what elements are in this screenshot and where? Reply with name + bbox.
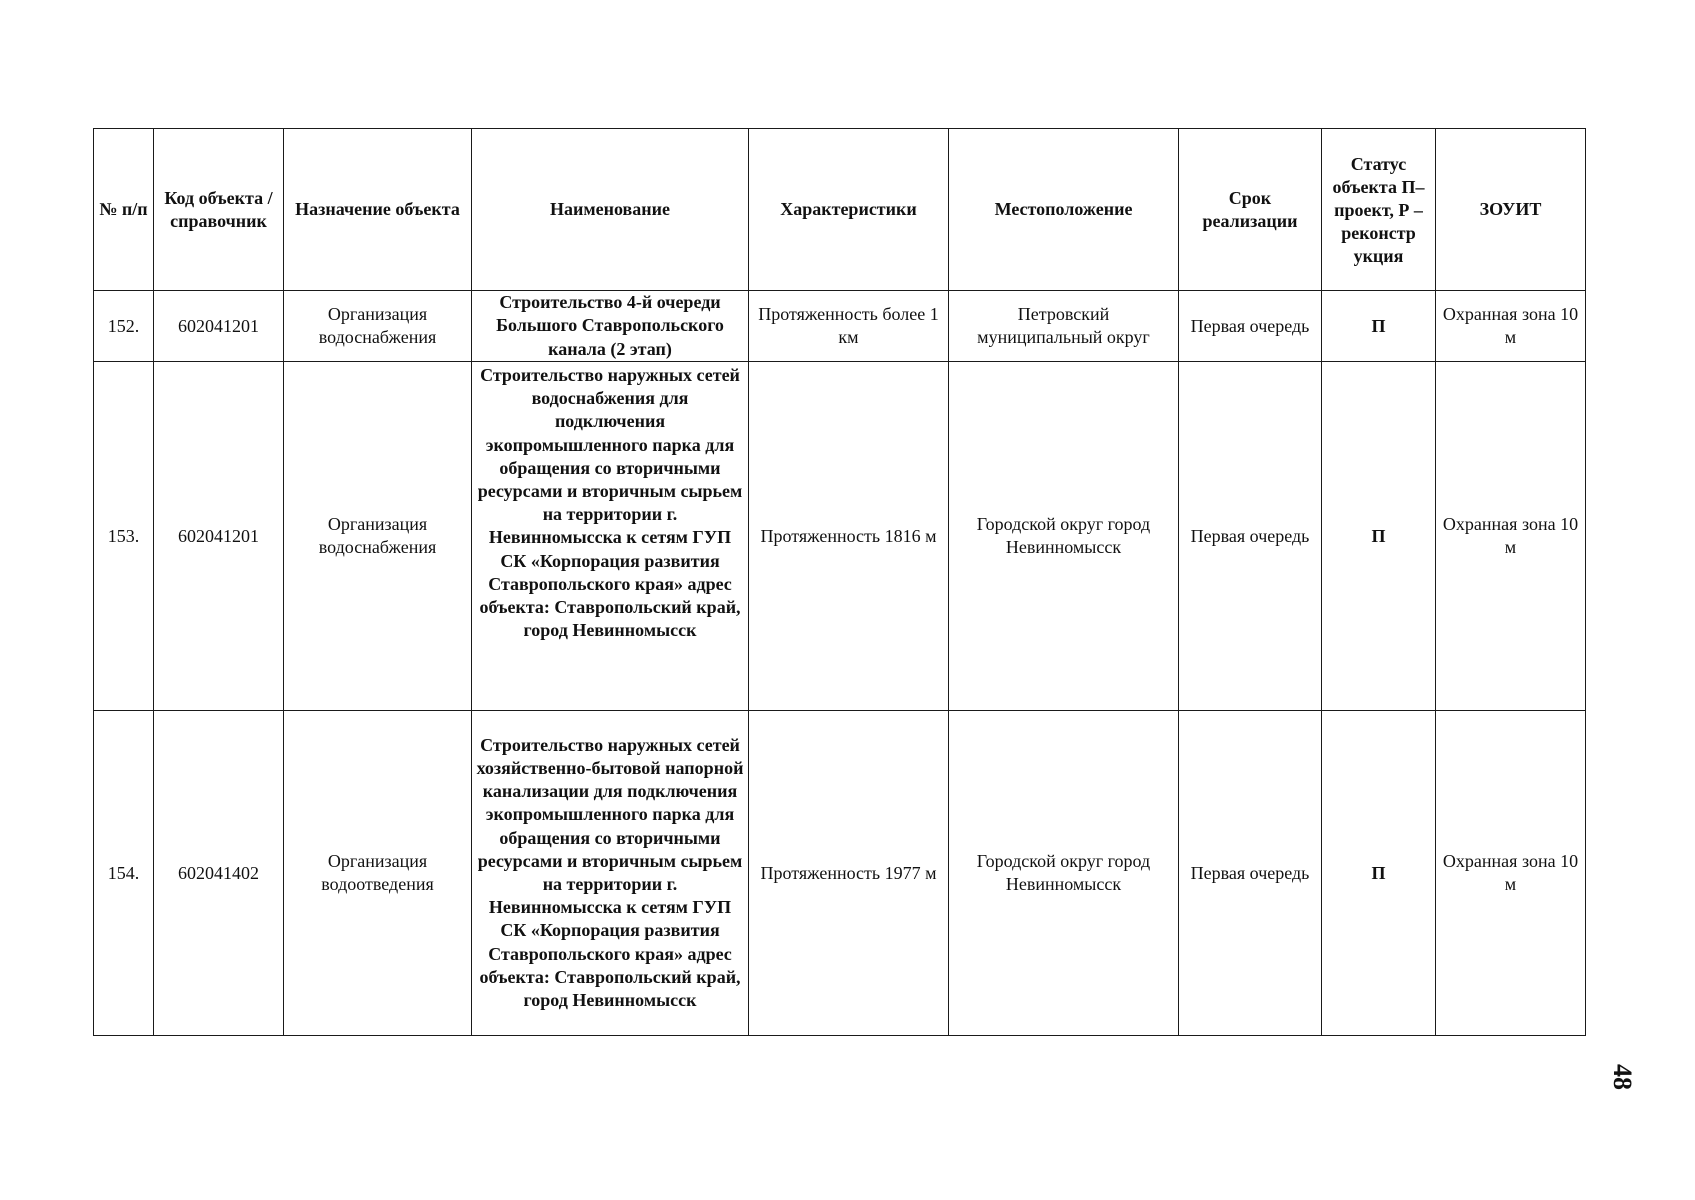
cell-purpose: Организация водоснабжения: [284, 291, 472, 362]
cell-status: П: [1322, 291, 1436, 362]
cell-term: Первая очередь: [1179, 362, 1322, 711]
cell-location: Городской округ город Невинномысск: [949, 711, 1179, 1036]
cell-num: 154.: [94, 711, 154, 1036]
cell-code: 602041201: [154, 362, 284, 711]
cell-name: Строительство 4-й очереди Большого Ставропольского канала (2 этап): [472, 291, 749, 362]
cell-characteristics: Протяженность 1816 м: [749, 362, 949, 711]
cell-num: 152.: [94, 291, 154, 362]
header-term: Срок реализации: [1179, 129, 1322, 291]
cell-status: П: [1322, 711, 1436, 1036]
cell-location: Петровский муниципальный округ: [949, 291, 1179, 362]
table-row: [94, 291, 1586, 362]
header-num: № п/п: [94, 129, 154, 291]
cell-code: 602041402: [154, 711, 284, 1036]
cell-characteristics: Протяженность более 1 км: [749, 291, 949, 362]
cell-code: 602041201: [154, 291, 284, 362]
table-row: [94, 362, 1586, 711]
table-header-row: [94, 129, 1586, 291]
cell-num: 153.: [94, 362, 154, 711]
header-purpose: Назначение объекта: [284, 129, 472, 291]
cell-name: Строительство наружных сетей хозяйственно-бытовой напорной канализации для подключения экопромышленного парка для обращения со вторичными ресурсами и вторичным сырьем на территории г. Невинномысска к сетям ГУП СК «Корпорация развития Ставропольского края» адрес объекта: Ставропольский край, город Невинномысск: [472, 711, 749, 1036]
cell-purpose: Организация водоотведения: [284, 711, 472, 1036]
header-characteristics: Характеристики: [749, 129, 949, 291]
cell-characteristics: Протяженность 1977 м: [749, 711, 949, 1036]
cell-zouit: Охранная зона 10 м: [1436, 711, 1586, 1036]
cell-zouit: Охранная зона 10 м: [1436, 291, 1586, 362]
header-zouit: ЗОУИТ: [1436, 129, 1586, 291]
cell-location: Городской округ город Невинномысск: [949, 362, 1179, 711]
cell-term: Первая очередь: [1179, 291, 1322, 362]
objects-table: [93, 128, 1586, 1036]
cell-status: П: [1322, 362, 1436, 711]
cell-purpose: Организация водоснабжения: [284, 362, 472, 711]
header-name: Наименование: [472, 129, 749, 291]
table-row: [94, 711, 1586, 1036]
cell-name: Строительство наружных сетей водоснабжения для подключения экопромышленного парка для обращения со вторичными ресурсами и вторичным сырьем на территории г. Невинномысска к сетям ГУП СК «Корпорация развития Ставропольского края» адрес объекта: Ставропольский край, город Невинномысск: [472, 362, 749, 711]
header-code: Код объекта / справочник: [154, 129, 284, 291]
header-location: Местоположение: [949, 129, 1179, 291]
cell-term: Первая очередь: [1179, 711, 1322, 1036]
page-number: 48: [1608, 1064, 1637, 1090]
header-status: Статус объекта П– проект, Р – реконстр укция: [1322, 129, 1436, 291]
cell-zouit: Охранная зона 10 м: [1436, 362, 1586, 711]
